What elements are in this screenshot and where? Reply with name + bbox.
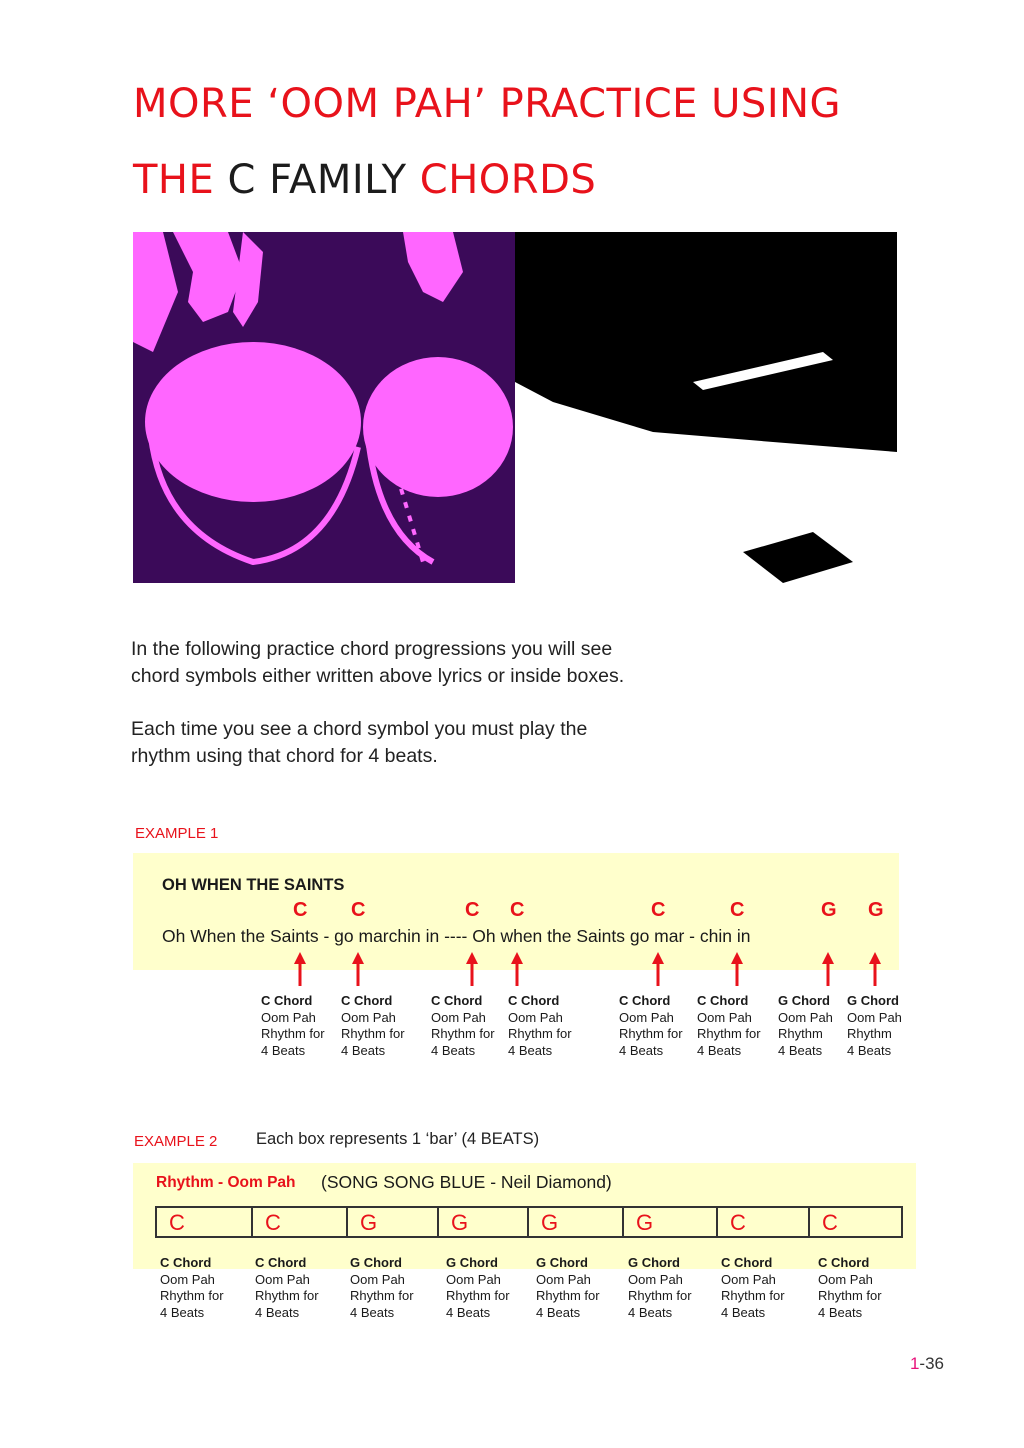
bar-chord-symbol: G xyxy=(360,1210,378,1235)
page-title-line1: MORE ‘OOM PAH’ PRACTICE USING xyxy=(133,81,842,127)
chord-description-line: Oom Pah xyxy=(160,1271,215,1287)
example-2-rhythm-label: Rhythm - Oom Pah xyxy=(156,1174,296,1191)
chord-description-line: Oom Pah xyxy=(255,1271,310,1287)
chord-name: C Chord xyxy=(431,993,483,1008)
chord-description xyxy=(778,993,833,1059)
chord-description-line: Rhythm for xyxy=(697,1026,761,1041)
chord-description-line: 4 Beats xyxy=(697,1042,742,1058)
bar-chord-symbol: G xyxy=(636,1210,654,1235)
chord-description-line: 4 Beats xyxy=(261,1042,306,1058)
chord-description-line: Rhythm for xyxy=(721,1288,785,1303)
example-1-chord-symbol: C xyxy=(651,899,666,921)
chord-description-line: 4 Beats xyxy=(619,1042,664,1058)
chord-description-line: 4 Beats xyxy=(847,1042,892,1058)
example-2-note: Each box represents 1 ‘bar’ (4 BEATS) xyxy=(256,1130,540,1148)
example-1-chord-symbol: C xyxy=(465,899,480,921)
example-1-chord-symbol: C xyxy=(730,899,745,921)
chord-name: G Chord xyxy=(446,1255,498,1270)
chord-description-line: 4 Beats xyxy=(350,1304,395,1320)
chord-name: C Chord xyxy=(261,993,313,1008)
chord-description-line: Rhythm for xyxy=(261,1026,325,1041)
bar-chord-symbol: G xyxy=(451,1210,469,1235)
intro-line: rhythm using that chord for 4 beats. xyxy=(131,745,438,767)
up-arrow-icon xyxy=(511,952,523,986)
example-2-bar-row xyxy=(155,1206,903,1238)
up-arrow-icon xyxy=(294,952,306,986)
bar-box xyxy=(624,1208,718,1236)
page-number-suffix: -36 xyxy=(919,1354,944,1373)
chord-description xyxy=(446,1255,510,1321)
chord-description-line: 4 Beats xyxy=(628,1304,673,1320)
chord-description-line: Oom Pah xyxy=(847,1009,902,1025)
chord-description-line: Rhythm for xyxy=(508,1026,572,1041)
chord-description-line: Oom Pah xyxy=(721,1271,776,1287)
intro-line: Each time you see a chord symbol you must play the xyxy=(131,718,588,740)
up-arrow-icon xyxy=(652,952,664,986)
chord-description xyxy=(536,1255,600,1321)
chord-description-line: Rhythm for xyxy=(628,1288,692,1303)
bar-chord-symbol: C xyxy=(822,1210,838,1235)
page-number xyxy=(910,1354,944,1374)
example-1-label: EXAMPLE 1 xyxy=(135,825,219,842)
chord-description-line: Rhythm for xyxy=(536,1288,600,1303)
chord-name: C Chord xyxy=(818,1255,870,1270)
chord-description xyxy=(431,993,495,1059)
chord-name: C Chord xyxy=(341,993,393,1008)
chord-description xyxy=(847,993,902,1059)
chord-name: C Chord xyxy=(255,1255,307,1270)
chord-description-line: Oom Pah xyxy=(508,1009,563,1025)
example-1-chord-symbol: G xyxy=(868,899,884,921)
example-1-chord-symbol: C xyxy=(293,899,308,921)
title-the: THE xyxy=(133,157,215,203)
chord-description xyxy=(508,993,572,1059)
chord-description-line: Oom Pah xyxy=(350,1271,405,1287)
example-1-song-title: OH WHEN THE SAINTS xyxy=(162,876,345,894)
chord-description-line: Oom Pah xyxy=(261,1009,316,1025)
bar-box xyxy=(439,1208,529,1236)
intro-line: chord symbols either written above lyrics or inside boxes. xyxy=(131,665,625,687)
chord-description-line: 4 Beats xyxy=(431,1042,476,1058)
chord-description-line: Oom Pah xyxy=(628,1271,683,1287)
chord-name: C Chord xyxy=(508,993,560,1008)
bar-box xyxy=(253,1208,348,1236)
chord-description-line: Rhythm for xyxy=(160,1288,224,1303)
chord-name: C Chord xyxy=(721,1255,773,1270)
chord-name: C Chord xyxy=(619,993,671,1008)
intro-line: In the following practice chord progressions you will see xyxy=(131,638,613,660)
bar-chord-symbol: C xyxy=(169,1210,185,1235)
up-arrow-icon xyxy=(466,952,478,986)
chord-description-line: 4 Beats xyxy=(508,1042,553,1058)
bar-box xyxy=(810,1208,901,1236)
chord-description-line: 4 Beats xyxy=(818,1304,863,1320)
chord-description-line: Rhythm for xyxy=(446,1288,510,1303)
chord-name: G Chord xyxy=(847,993,899,1008)
chord-description-line: Rhythm xyxy=(778,1026,823,1041)
chord-name: G Chord xyxy=(778,993,830,1008)
chord-description-line: Oom Pah xyxy=(431,1009,486,1025)
page-title-line2 xyxy=(133,157,597,203)
chord-description-line: 4 Beats xyxy=(446,1304,491,1320)
chord-description-line: Oom Pah xyxy=(619,1009,674,1025)
drums-keyboard-photo xyxy=(133,232,897,583)
chord-name: C Chord xyxy=(697,993,749,1008)
chord-description-line: Oom Pah xyxy=(697,1009,752,1025)
chord-name: C Chord xyxy=(160,1255,212,1270)
example-1-chord-symbol: G xyxy=(821,899,837,921)
chord-description-line: Oom Pah xyxy=(778,1009,833,1025)
up-arrow-icon xyxy=(352,952,364,986)
bar-chord-symbol: C xyxy=(730,1210,746,1235)
chord-description-line: 4 Beats xyxy=(778,1042,823,1058)
example-1-chord-symbol: C xyxy=(510,899,525,921)
chord-description-line: 4 Beats xyxy=(255,1304,300,1320)
chord-description xyxy=(721,1255,785,1321)
up-arrow-icon xyxy=(869,952,881,986)
title-c-family: C FAMILY xyxy=(227,157,407,203)
chord-description-line: Oom Pah xyxy=(341,1009,396,1025)
chord-description-line: Oom Pah xyxy=(446,1271,501,1287)
chord-name: G Chord xyxy=(628,1255,680,1270)
chord-description-line: Oom Pah xyxy=(536,1271,591,1287)
title-chords: CHORDS xyxy=(419,157,597,203)
chord-description xyxy=(697,993,761,1059)
page-number-prefix: 1 xyxy=(909,1354,920,1373)
chord-description xyxy=(261,993,325,1059)
chord-description-line: Rhythm for xyxy=(619,1026,683,1041)
example-1-chord-symbol: C xyxy=(351,899,366,921)
chord-description-line: 4 Beats xyxy=(721,1304,766,1320)
example-2-label: EXAMPLE 2 xyxy=(134,1133,218,1150)
up-arrow-icon xyxy=(822,952,834,986)
up-arrow-icon xyxy=(731,952,743,986)
chord-description-line: Rhythm xyxy=(847,1026,892,1041)
bar-box xyxy=(529,1208,624,1236)
chord-description-line: Rhythm for xyxy=(341,1026,405,1041)
chord-description xyxy=(818,1255,882,1321)
bar-box xyxy=(157,1208,253,1236)
chord-description xyxy=(619,993,683,1059)
example-1-lyric: Oh When the Saints - go marchin in ---- Oh when the Saints go mar - chin in xyxy=(162,926,751,946)
chord-name: G Chord xyxy=(350,1255,402,1270)
example-2-song-title: (SONG SONG BLUE - Neil Diamond) xyxy=(321,1172,612,1192)
chord-description xyxy=(341,993,405,1059)
chord-description xyxy=(255,1255,319,1321)
chord-description-line: Rhythm for xyxy=(818,1288,882,1303)
chord-description-line: Oom Pah xyxy=(818,1271,873,1287)
chord-description-line: 4 Beats xyxy=(341,1042,386,1058)
chord-description-line: 4 Beats xyxy=(536,1304,581,1320)
intro-paragraph-2 xyxy=(131,716,771,770)
chord-description-line: Rhythm for xyxy=(255,1288,319,1303)
chord-description xyxy=(628,1255,692,1321)
bar-chord-symbol: G xyxy=(541,1210,559,1235)
bar-chord-symbol: C xyxy=(265,1210,281,1235)
intro-paragraph-1 xyxy=(131,636,771,690)
bar-box xyxy=(718,1208,810,1236)
example-1-arrows xyxy=(0,948,1024,990)
chord-description-line: Rhythm for xyxy=(350,1288,414,1303)
chord-description-line: Rhythm for xyxy=(431,1026,495,1041)
chord-description xyxy=(160,1255,224,1321)
chord-description xyxy=(350,1255,414,1321)
chord-name: G Chord xyxy=(536,1255,588,1270)
chord-description-line: 4 Beats xyxy=(160,1304,205,1320)
bar-box xyxy=(348,1208,439,1236)
